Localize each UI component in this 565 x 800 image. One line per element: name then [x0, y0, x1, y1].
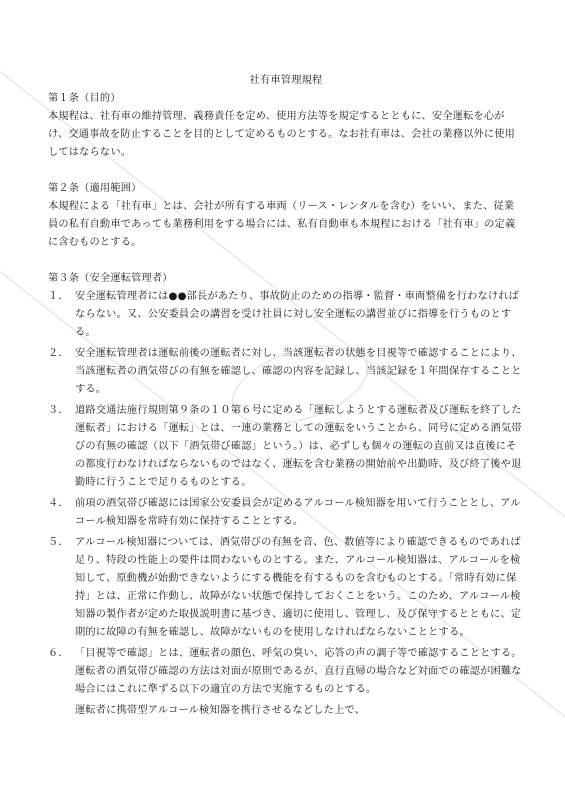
- article-3-continuation: 運転者に携帯型アルコール検知器を携行させるなどした上で、: [75, 705, 366, 716]
- document-title: 社有車管理規程: [249, 75, 323, 86]
- item-number: ２．: [48, 348, 69, 359]
- item-number: ５．: [48, 537, 69, 548]
- item-text: 「目視等で確認」とは、運転者の顔色、呼気の臭い、応答の声の調子等で確認することとする。運転者の酒気帯び確認の方法は対面が原則であるが、直行直帰の場合など対面での確認が困難な場合にはこれに準ずる以下の適宜の方法で実施するものとする。: [75, 648, 522, 695]
- article-3-item-4: [48, 495, 524, 531]
- item-text: アルコール検知器については、酒気帯びの有無を音、色、数値等により確認できるものであれば足り、特段の性能上の要件は問わないものとする。また、アルコール検知器は、アルコールを検知して、原動機が始動できないようにする機能を有するものを含むものとする。「常時有効に保持」とは、正常に作動し、故障がない状態で保持しておくことをいう。このため、アルコール検知器の製作者が定めた取扱説明書に基づき、適切に使用し、管理し、及び保守するとともに、定期的に故障の有無を確認し、故障がないものを使用しなければならないこととする。: [75, 537, 522, 638]
- item-text: 道路交通法施行規則第９条の１０第６号に定める「運転しようとする運転者及び運転を終了した運転者」における「運転」とは、一連の業務としての運転をいうことから、同号に定める酒気帯びの有無の確認（以下「酒気帯び確認」という。）は、必ずしも個々の運転の直前又は直後にその都度行わなければならないものではなく、運転を含む業務の開始前や出勤時、及び終了後や退勤時に行うことで足りるものとする。: [75, 405, 522, 488]
- document-body: [48, 72, 524, 720]
- article-3-item-3: [48, 402, 524, 492]
- article-3-item-1: [48, 288, 524, 342]
- item-number: １．: [48, 291, 69, 302]
- item-text: 前項の酒気帯び確認には国家公安委員会が定めるアルコール検知器を用いて行うこととし、アルコール検知器を常時有効に保持することとする。: [75, 498, 521, 527]
- item-number: ３．: [48, 405, 69, 416]
- item-text: 安全運転管理者には●●部長があたり、事故防止のための指導・監督・車両整備を行わなければならない。又、公安委員会の講習を受け社員に対し安全運転の講習並びに指導を行うものとする。: [75, 291, 520, 338]
- item-number: ４．: [48, 498, 69, 509]
- item-text: 安全運転管理者は運転前後の運転者に対し、当該運転者の状態を目視等で確認することにより、当該運転者の酒気帯びの有無を確認し、確認の内容を記録し、当該記録を１年間保存することとする。: [75, 348, 522, 395]
- item-number: ６．: [48, 648, 69, 659]
- article-3-item-6: [48, 645, 524, 699]
- article-3-item-2: [48, 345, 524, 399]
- article-3-item-5: [48, 534, 524, 642]
- article-2-heading: 第２条（適用範囲）: [48, 183, 142, 194]
- article-1-heading: 第１条（目的）: [48, 93, 121, 104]
- article-2-body: 本規程による「社有車」とは、会社が所有する車両（リース・レンタルを含む）をいい、また、従業員の私有自動車であっても業務利用をする場合には、私有自動車も本規程における「社有車」の定義に含むものとする。: [48, 201, 516, 248]
- spacer: [48, 162, 524, 180]
- article-3-heading: 第３条（安全運転管理者）: [48, 273, 173, 284]
- article-1-body: 本規程は、社有車の維持管理、義務責任を定め、使用方法等を規定するとともに、安全運転を心がけ、交通事故を防止することを目的として定めるものとする。なお社有車は、会社の業務以外に使用してはならない。: [48, 111, 516, 158]
- spacer: [48, 252, 524, 270]
